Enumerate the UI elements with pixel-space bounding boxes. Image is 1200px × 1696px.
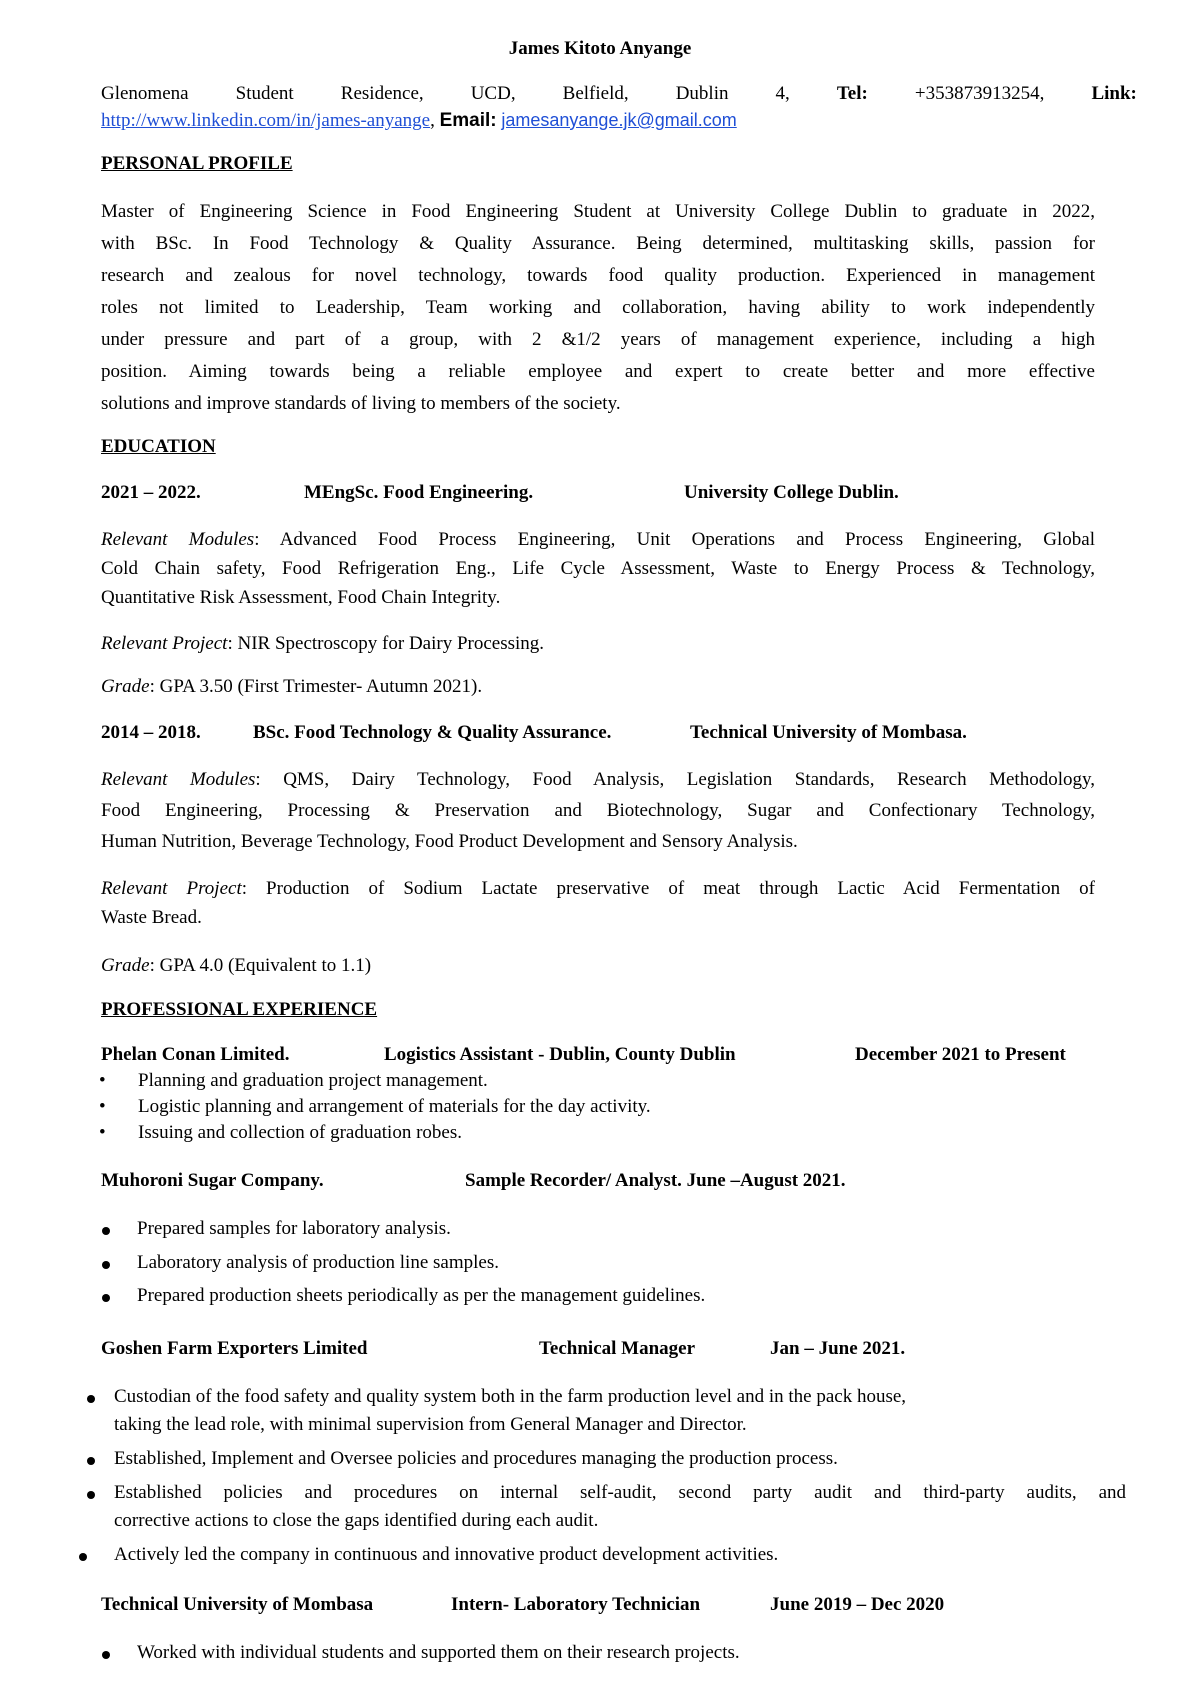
- bullet-text: Prepared production sheets periodically as per the management guidelines.: [137, 1285, 706, 1306]
- job-dates: December 2021 to Present: [855, 1044, 1066, 1065]
- contact-line: [101, 83, 1137, 105]
- bullet-text: Custodian of the food safety and quality system both in the farm production level and in the pack house,: [114, 1386, 907, 1407]
- bullet-text: Prepared samples for laboratory analysis.: [137, 1218, 451, 1239]
- bullet-text: taking the lead role, with minimal supervision from General Manager and Director.: [114, 1414, 747, 1435]
- edu-school: Technical University of Mombasa.: [690, 722, 967, 743]
- bullet-icon: •: [99, 1070, 106, 1091]
- profile-line: solutions and improve standards of living to members of the society.: [101, 393, 621, 414]
- bullet-text: Logistic planning and arrangement of materials for the day activity.: [138, 1096, 651, 1117]
- job-company: Muhoroni Sugar Company.: [101, 1170, 324, 1191]
- modules-label: Relevant Modules: [101, 769, 256, 790]
- job-dates: Jan – June 2021.: [770, 1338, 906, 1359]
- profile-line: research and zealous for novel technology, towards food quality production. Experienced in management: [101, 265, 1095, 286]
- bullet-icon: [87, 1457, 95, 1465]
- address-word: Student: [235, 83, 294, 104]
- profile-heading: PERSONAL PROFILE: [101, 153, 293, 174]
- project-text: Waste Bread.: [101, 907, 202, 928]
- tel-value: +353873913254,: [914, 83, 1045, 104]
- grade-text: : GPA 4.0 (Equivalent to 1.1): [149, 955, 372, 976]
- profile-line: with BSc. In Food Technology & Quality Assurance. Being determined, multitasking skills, passion for: [101, 233, 1095, 254]
- bullet-icon: •: [99, 1122, 106, 1143]
- email-label: Email:: [439, 110, 497, 131]
- edu-degree: MEngSc. Food Engineering.: [304, 482, 534, 503]
- bullet-icon: [87, 1395, 95, 1403]
- job-role: Sample Recorder/ Analyst. June –August 2021.: [465, 1170, 846, 1191]
- edu-years: 2014 – 2018.: [101, 722, 201, 743]
- edu-grade: [101, 676, 482, 698]
- modules-line: Quantitative Risk Assessment, Food Chain Integrity.: [101, 587, 501, 608]
- edu-school: University College Dublin.: [684, 482, 899, 503]
- profile-paragraph: [101, 196, 1095, 420]
- candidate-name: James Kitoto Anyange: [508, 38, 692, 59]
- bullet-item: [99, 1070, 106, 1092]
- job-role: Technical Manager: [539, 1338, 696, 1359]
- bullet-item: [99, 1122, 106, 1144]
- job-company: Technical University of Mombasa: [101, 1594, 374, 1615]
- job-role: Logistics Assistant - Dublin, County Dublin: [384, 1044, 736, 1065]
- grade-label: Grade: [101, 676, 150, 697]
- edu-project: [101, 633, 544, 655]
- job-company: Phelan Conan Limited.: [101, 1044, 290, 1065]
- edu-modules: [101, 764, 1095, 857]
- bullet-text: Issuing and collection of graduation robes.: [138, 1122, 462, 1143]
- linkedin-link[interactable]: http://www.linkedin.com/in/james-anyange: [101, 110, 431, 131]
- address-word: Belfield,: [562, 83, 629, 104]
- contact-line-2: http://www.linkedin.com/in/james-anyange, Email: jamesanyange.jk@gmail.com: [101, 110, 737, 131]
- bullet-icon: [102, 1227, 110, 1235]
- project-text: : Production of Sodium Lactate preservative of meat through Lactic Acid Fermentation of: [241, 878, 1095, 899]
- bullet-icon: [102, 1261, 110, 1269]
- bullet-icon: [102, 1294, 110, 1302]
- address-word: Residence,: [340, 83, 424, 104]
- bullet-text: Worked with individual students and supported them on their research projects.: [137, 1642, 740, 1663]
- grade-label: Grade: [101, 955, 150, 976]
- experience-heading: PROFESSIONAL EXPERIENCE: [101, 999, 378, 1020]
- education-heading: EDUCATION: [101, 436, 216, 457]
- profile-line: under pressure and part of a group, with 2 &1/2 years of management experience, including a high: [101, 329, 1095, 350]
- bullet-text: Actively led the company in continuous and innovative product development activities.: [114, 1544, 779, 1565]
- profile-line: Master of Engineering Science in Food Engineering Student at University College Dublin to graduate in 2022,: [101, 201, 1095, 222]
- modules-line: : QMS, Dairy Technology, Food Analysis, Legislation Standards, Research Methodology,: [255, 769, 1095, 790]
- bullet-text: Established, Implement and Oversee policies and procedures managing the production process.: [114, 1448, 838, 1469]
- profile-line: roles not limited to Leadership, Team working and collaboration, having ability to work independently: [101, 297, 1095, 318]
- modules-line: Cold Chain safety, Food Refrigeration Eng., Life Cycle Assessment, Waste to Energy Process & Technology,: [101, 558, 1095, 579]
- link-label: Link:: [1091, 83, 1137, 104]
- modules-line: Food Engineering, Processing & Preservation and Biotechnology, Sugar and Confectionary Technology,: [101, 800, 1095, 821]
- bullet-text: Laboratory analysis of production line samples.: [137, 1252, 499, 1273]
- bullet-icon: [87, 1491, 95, 1499]
- address-word: 4,: [775, 83, 790, 104]
- grade-text: : GPA 3.50 (First Trimester- Autumn 2021).: [149, 676, 483, 697]
- job-company: Goshen Farm Exporters Limited: [101, 1338, 368, 1359]
- address-word: Glenomena: [101, 83, 189, 104]
- edu-modules: [101, 525, 1095, 612]
- job-dates: June 2019 – Dec 2020: [770, 1594, 945, 1615]
- bullet-text: Planning and graduation project management.: [138, 1070, 488, 1091]
- edu-years: 2021 – 2022.: [101, 482, 201, 503]
- bullet-text: Established policies and procedures on internal self-audit, second party audit and third-party audits, and: [114, 1482, 1126, 1503]
- address-word: Dublin: [675, 83, 729, 104]
- profile-line: position. Aiming towards being a reliable employee and expert to create better and more effective: [101, 361, 1095, 382]
- project-text: : NIR Spectroscopy for Dairy Processing.: [227, 633, 545, 654]
- bullet-icon: •: [99, 1096, 106, 1117]
- edu-degree: BSc. Food Technology & Quality Assurance.: [253, 722, 612, 743]
- modules-label: Relevant Modules: [101, 529, 255, 550]
- modules-line: Human Nutrition, Beverage Technology, Food Product Development and Sensory Analysis.: [101, 831, 798, 852]
- bullet-icon: [79, 1553, 87, 1561]
- tel-label: Tel:: [836, 83, 868, 104]
- project-label: Relevant Project: [101, 878, 242, 899]
- job-role: Intern- Laboratory Technician: [451, 1594, 701, 1615]
- bullet-item: [99, 1096, 106, 1118]
- bullet-icon: [102, 1651, 110, 1659]
- project-label: Relevant Project: [101, 633, 228, 654]
- bullet-text: corrective actions to close the gaps identified during each audit.: [114, 1510, 599, 1531]
- email-link[interactable]: jamesanyange.jk@gmail.com: [501, 110, 737, 130]
- address-word: UCD,: [470, 83, 516, 104]
- modules-line: : Advanced Food Process Engineering, Unit Operations and Process Engineering, Global: [254, 529, 1095, 550]
- edu-grade: [101, 955, 371, 977]
- edu-project: [101, 874, 1095, 932]
